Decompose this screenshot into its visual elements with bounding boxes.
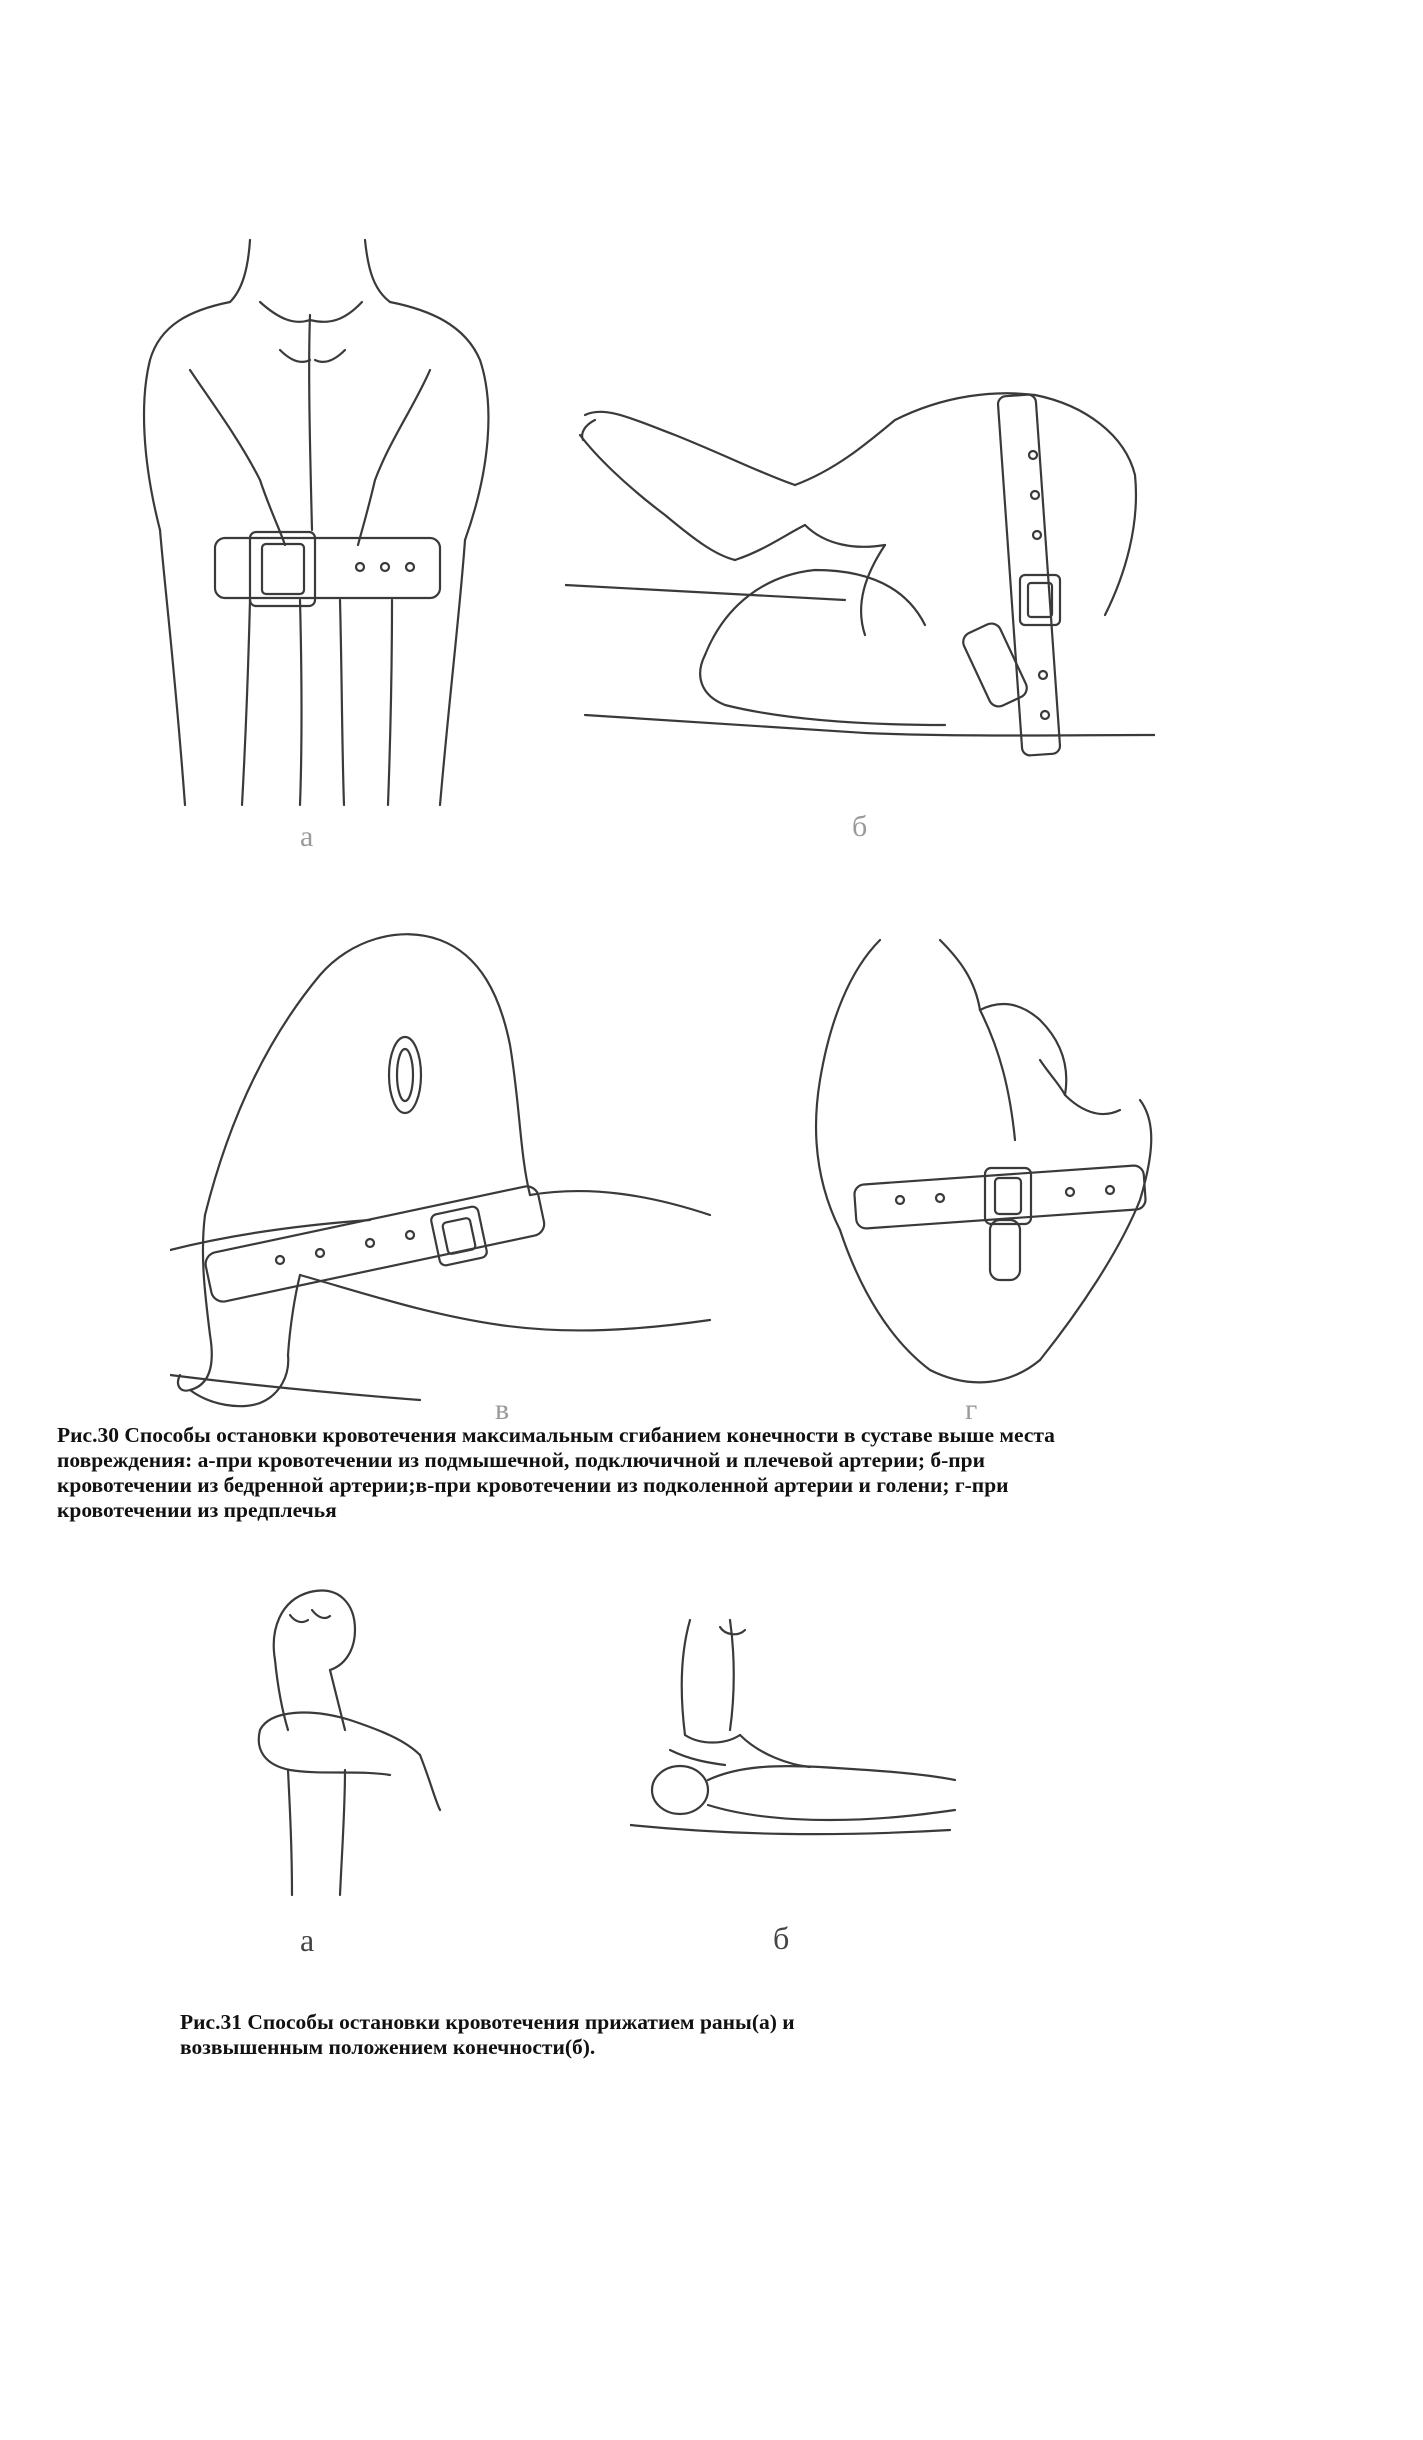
- figure-30-caption: [57, 1423, 1187, 1523]
- caption-line: повреждения: а-при кровотечении из подмышечной, подключичной и плечевой артерии; б-при: [57, 1448, 986, 1472]
- caption-line: возвышенным положением конечности(б).: [180, 2035, 596, 2059]
- figure-31b-label: б: [773, 1920, 790, 1956]
- figure-31-caption: [180, 2010, 940, 2060]
- figure-30g-label: г: [965, 1393, 978, 1426]
- figure-30v-label: в: [495, 1393, 510, 1426]
- figure-30v-drawing: [170, 915, 745, 1425]
- figure-30v-illustration: [170, 915, 745, 1425]
- caption-line: кровотечении из бедренной артерии;в-при кровотечении из подколенной артерии и голени; г-при: [57, 1473, 1009, 1497]
- caption-line: кровотечении из предплечья: [57, 1498, 337, 1522]
- figure-30b-drawing: [565, 375, 1155, 775]
- figure-30g-drawing: [800, 930, 1180, 1390]
- figure-31a-illustration: [230, 1580, 450, 1900]
- caption-line: Рис.31 Способы остановки кровотечения прижатием раны(а) и: [180, 2010, 795, 2034]
- figure-31a-drawing: [230, 1580, 450, 1900]
- figure-31b-drawing: [630, 1615, 960, 1875]
- figure-30b-illustration: [565, 375, 1155, 775]
- figure-30g-illustration: [800, 930, 1180, 1390]
- caption-line: Рис.30 Способы остановки кровотечения максимальным сгибанием конечности в суставе выше места: [57, 1423, 1055, 1447]
- figure-30a-label: а: [300, 820, 314, 853]
- figure-31b-illustration: [630, 1615, 960, 1875]
- figure-31a-label: а: [300, 1922, 315, 1958]
- figure-30b-label: б: [852, 810, 868, 843]
- figure-30a-drawing: [130, 230, 520, 810]
- figure-30a-illustration: [130, 230, 520, 810]
